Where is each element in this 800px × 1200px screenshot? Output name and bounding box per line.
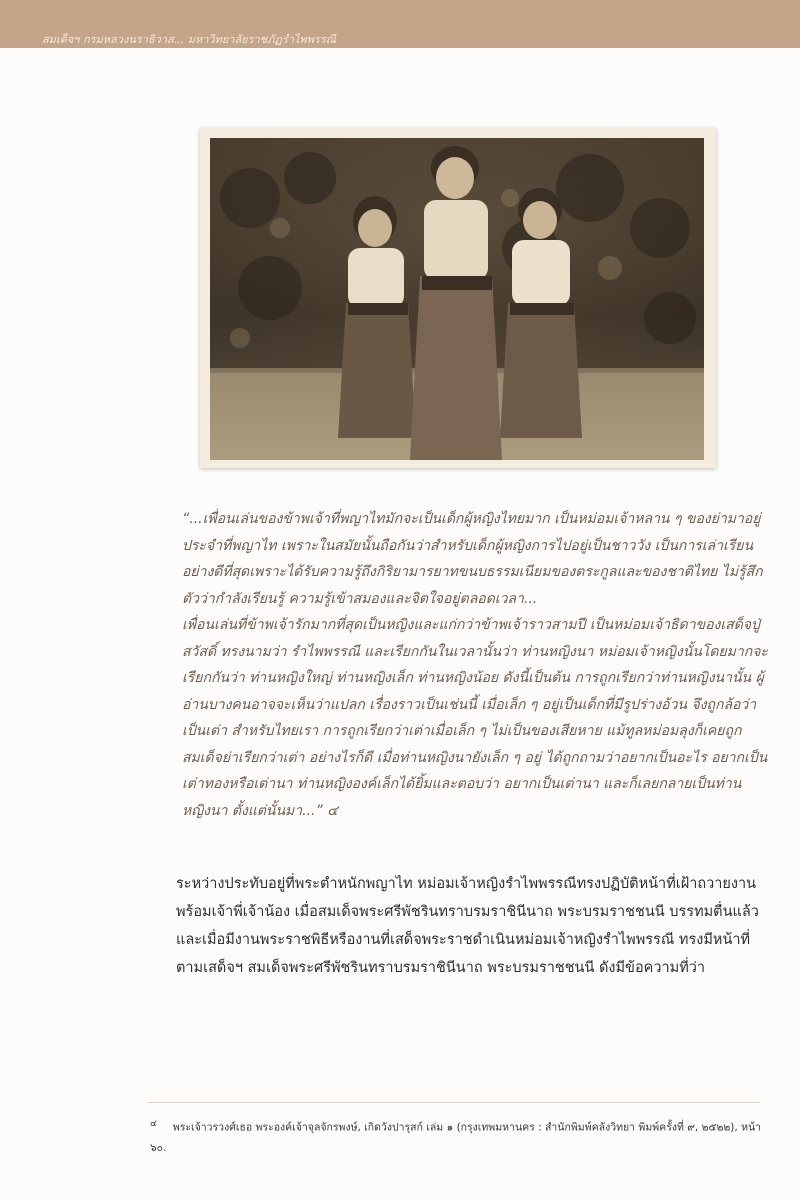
footnote-divider — [148, 1102, 760, 1103]
running-header: สมเด็จฯ กรมหลวงนราธิวาส... มหาวิทยาลัยราชภัฏรำไพพรรณี — [42, 33, 336, 46]
quote-paragraph-2: เพื่อนเล่นที่ข้าพเจ้ารักมากที่สุดเป็นหญิงและแก่กว่าข้าพเจ้าราวสามปี เป็นหม่อมเจ้าธิดาของเสด็จปู่สวัสดิ์ ทรงนามว่า รำไพพรรณี และเรียกกันในเวลานั้นว่า ท่านหญิงนา หม่อมเจ้าหญิงนั้นโดยมากจะเรียกกันว่า ท่านหญิงใหญ่ ท่านหญิงเล็ก ท่านหญิงน้อย ดังนี้เป็นต้น การถูกเรียกว่าท่านหญิงนานั้น ผู้อ่านบางคนอาจจะเห็นว่าแปลก เรื่องราวเป็นเช่นนี้ เมื่อเล็ก ๆ อยู่เป็นเด็กที่มีรูปร่างอ้วน จึงถูกล้อว่าเป็นเต่า สำหรับไทยเรา การถูกเรียกว่าเต่าเมื่อเล็ก ๆ ไม่เป็นของเสียหาย แม้ทูลหม่อมลุงก็เคยถูกสมเด็จย่าเรียกว่าเต่า อย่างไรก็ดี เมื่อท่านหญิงนายังเล็ก ๆ อยู่ ได้ถูกถามว่าอยากเป็นอะไร อยากเป็นเต่าทองหรือเต่านา ท่านหญิงองค์เล็กได้ยิ้มและตอบว่า อยากเป็นเต่านา และก็เลยกลายเป็นท่านหญิงนา ตั้งแต่นั้นมา...” ๔ — [182, 617, 768, 819]
body-paragraph: ระหว่างประทับอยู่ที่พระตำหนักพญาไท หม่อมเจ้าหญิงรำไพพรรณีทรงปฏิบัติหน้าที่เฝ้าถวายงานพร้อมเจ้าพี่เจ้าน้อง เมื่อสมเด็จพระศรีพัชรินทราบรมราชินีนาถ พระบรมราชชนนี บรรทมตื่นแล้วและเมื่อมีงานพระราชพิธีหรืองานที่เสด็จพระราชดำเนินหม่อมเจ้าหญิงรำไพพรรณี ทรงมีหน้าที่ตามเสด็จฯ สมเด็จพระศรีพัชรินทราบรมราชินีนาถ พระบรมราชชนนี ดังมีข้อความที่ว่า — [176, 876, 759, 976]
quote-paragraph-1: “...เพื่อนเล่นของข้าพเจ้าที่พญาไทมักจะเป็นเด็กผู้หญิงไทยมาก เป็นหม่อมเจ้าหลาน ๆ ของย่ามาอยู่ประจำที่พญาไท เพราะในสมัยนั้นถือกันว่าสำหรับเด็กผู้หญิงการไปอยู่เป็นชาววัง เป็นการเล่าเรียนอย่างดีที่สุดเพราะได้รับความรู้ถึงกิริยามารยาทขนบธรรมเนียมของตระกูลและของชาติไทย ไม่รู้สึกตัวว่ากำลังเรียนรู้ ความรู้เข้าสมองและจิตใจอยู่ตลอดเวลา... — [182, 511, 763, 607]
quotation-block — [182, 506, 768, 824]
photo-frame — [200, 128, 716, 468]
header-band — [0, 0, 800, 48]
footnote-text: พระเจ้าวรวงศ์เธอ พระองค์เจ้าจุลจักรพงษ์, เกิดวังปารุสก์ เล่ม ๑ (กรุงเทพมหานคร : สำนักพิมพ์คลังวิทยา พิมพ์ครั้งที่ ๙, ๒๕๒๒), หน้า ๖๐. — [150, 1121, 762, 1154]
footnote — [150, 1114, 762, 1158]
photo-three-girls-image — [210, 138, 704, 460]
footnote-marker: ๔ — [150, 1119, 157, 1129]
